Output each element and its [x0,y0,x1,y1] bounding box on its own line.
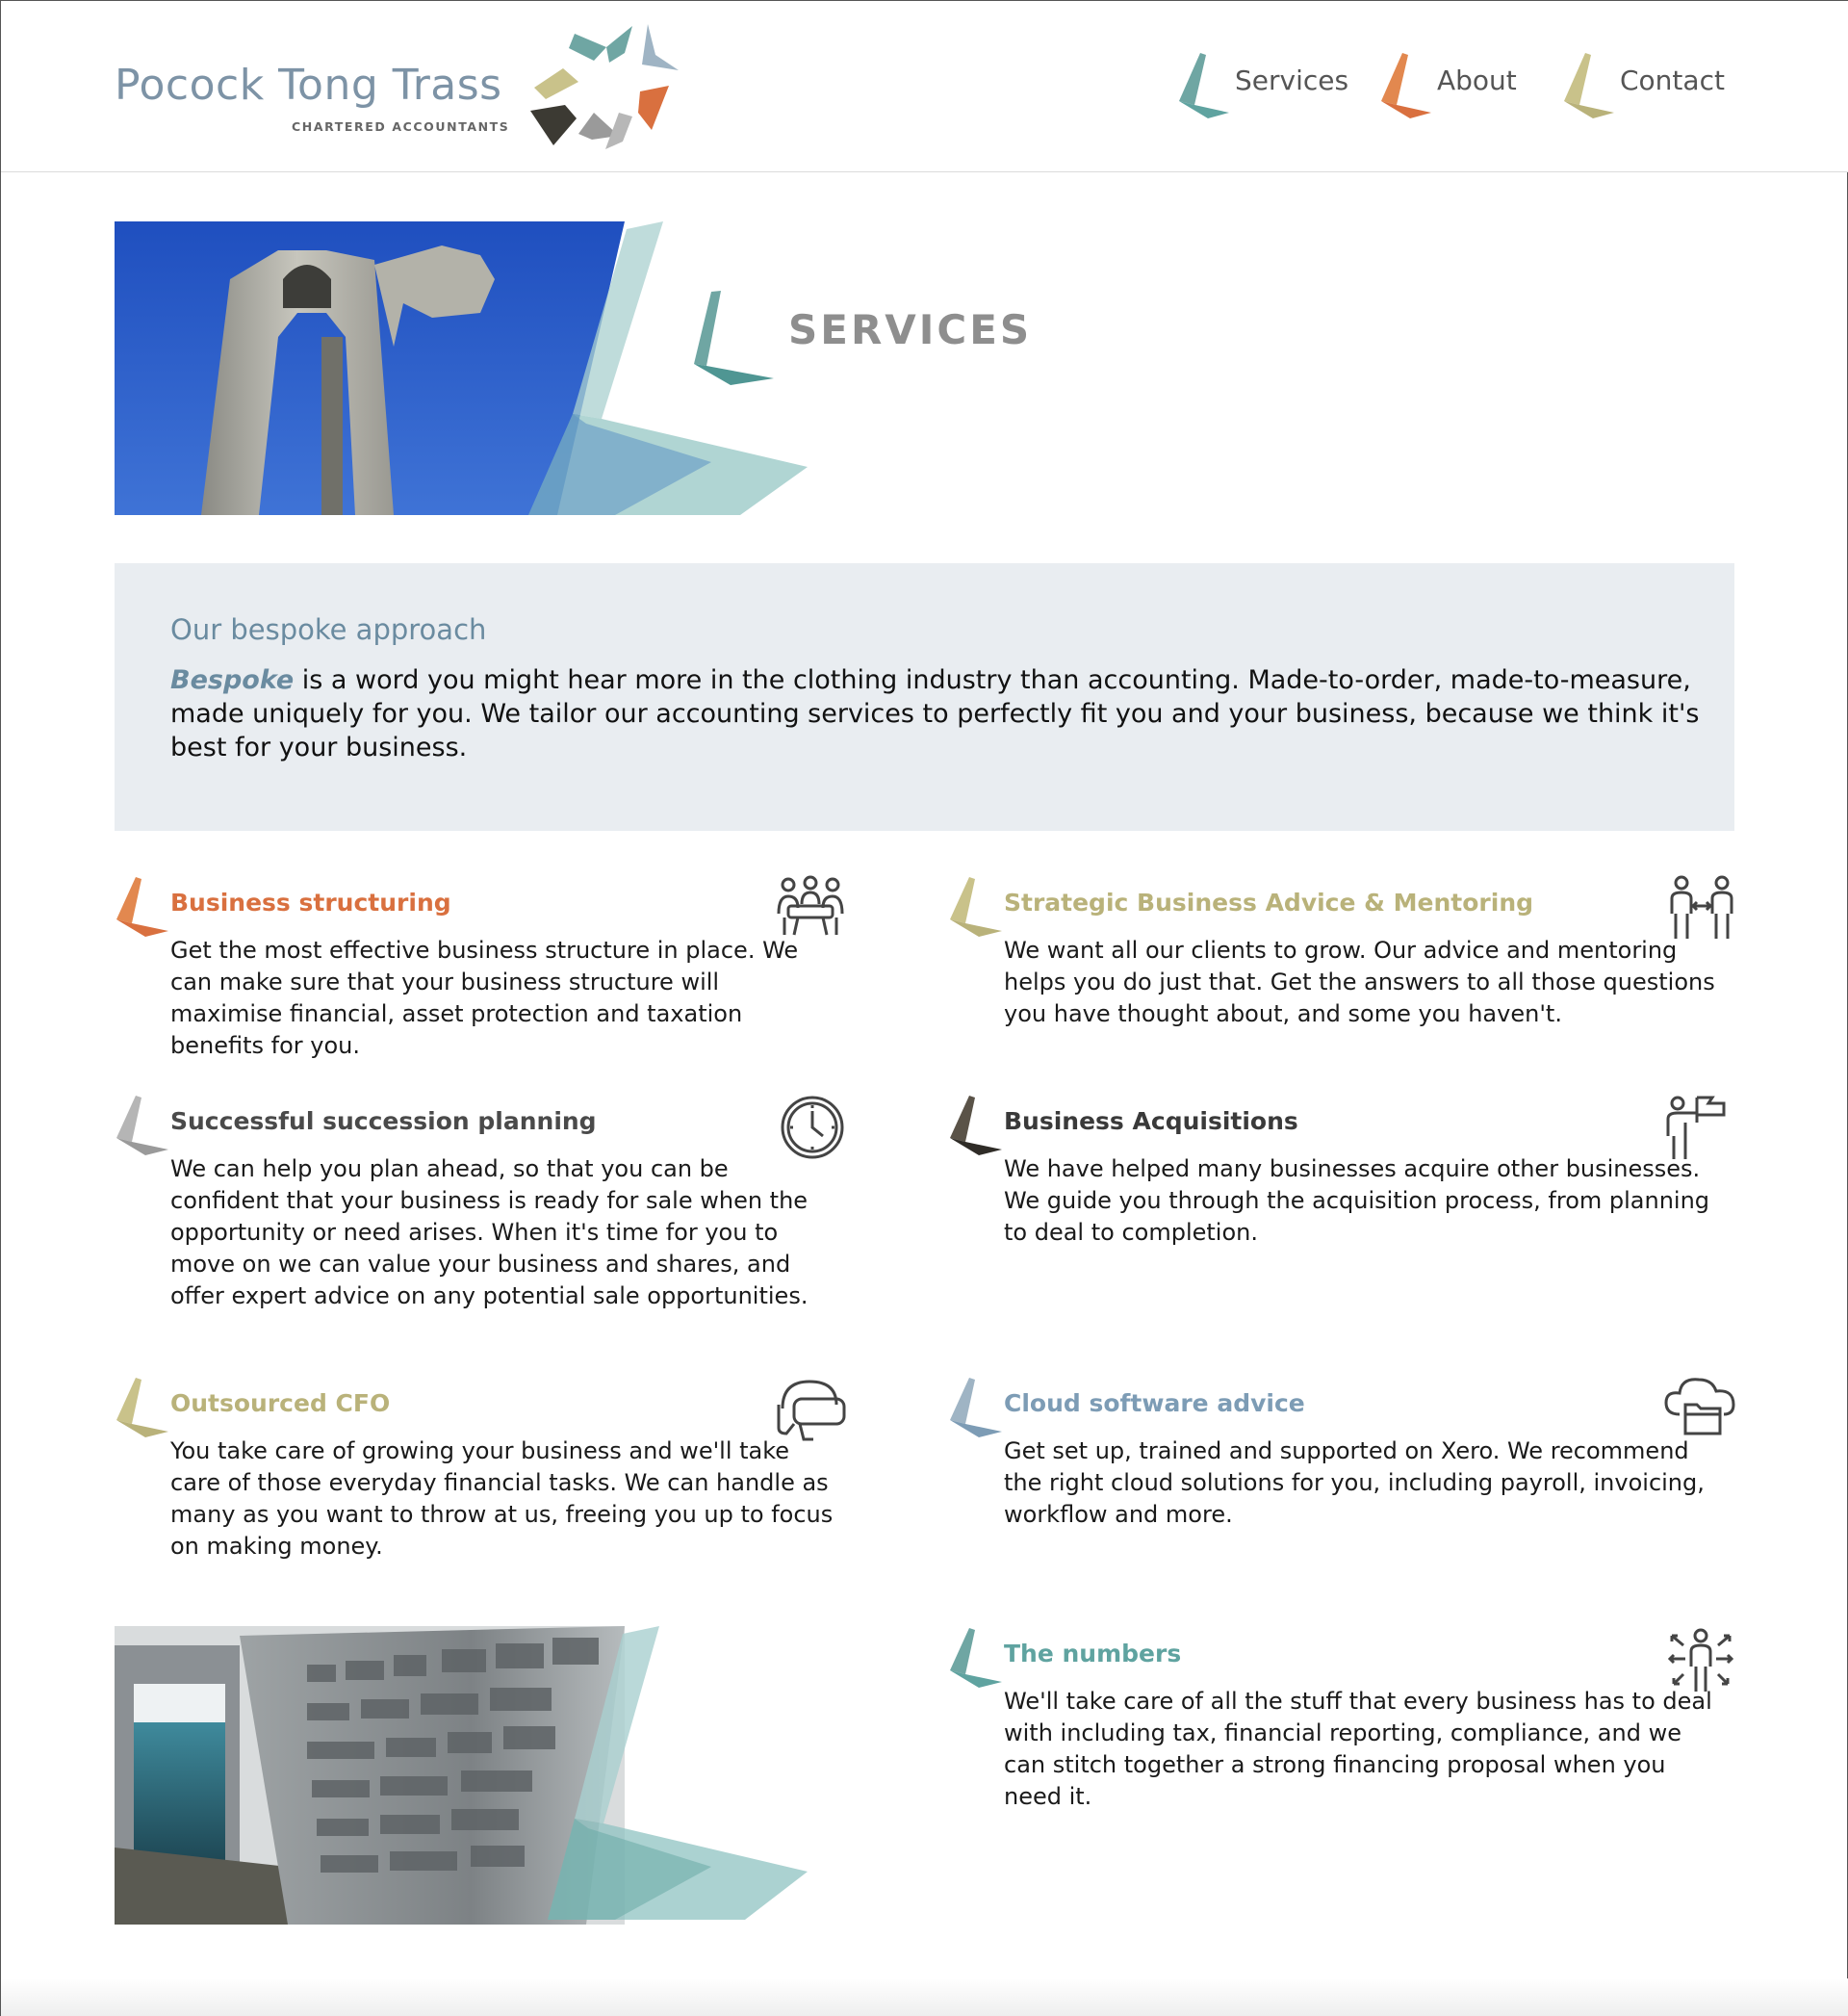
team-meeting-icon [775,875,846,941]
service-the-numbers [948,1626,1735,1809]
service-strategic-advice [948,875,1735,1039]
clock-icon [779,1094,846,1161]
service-title: Successful succession planning [170,1107,597,1135]
nav-contact[interactable] [1560,49,1743,122]
chevron-grey-icon [115,1094,170,1157]
person-flag-icon [1664,1094,1735,1161]
mentoring-exchange-icon [1668,875,1735,943]
nav-services-label: Services [1235,65,1349,96]
logo-name: Pocock Tong Trass [115,61,502,110]
service-description: We can help you plan ahead, so that you can be confident that your business is ready for sale when the opportunity or need arises. When it's time for you to move on we can value your business and shares, and offer expert advice on any potential sale opportunities. [170,1155,808,1309]
vr-headset-icon [775,1376,846,1445]
service-description: We want all our clients to grow. Our advice and mentoring helps you do just that. Get the answers to all those questions you have thought about, and some you haven't. [1004,937,1715,1027]
service-description: Get the most effective business structure in place. We can make sure that your business structure will maximise financial, asset protection and taxation benefits for you. [170,937,799,1059]
hero-monument-photo [115,221,1019,515]
main-nav [1175,49,1753,122]
intro-text [170,663,1701,764]
logo-subtitle: CHARTERED ACCOUNTANTS [292,119,510,134]
service-description: We'll take care of all the stuff that every business has to deal with including tax, financial reporting, compliance, and we can stitch together a strong financing proposal when you need it. [1004,1688,1712,1810]
service-title: The numbers [1004,1640,1182,1667]
chevron-olive-icon [1560,53,1616,120]
chevron-teal-icon [1175,53,1231,120]
chevron-teal-icon [948,1626,1004,1690]
footer-strip [1,1978,1848,2016]
service-title: Cloud software advice [1004,1389,1305,1417]
cloud-folder-icon [1664,1376,1735,1437]
hero-banner [115,221,1033,515]
service-description: Get set up, trained and supported on Xero. We recommend the right cloud solutions for you, including payroll, invoicing, workflow and more. [1004,1437,1705,1528]
chevron-olive-icon [115,1376,170,1439]
chevron-orange-icon [115,875,170,939]
logo-star-icon [525,22,688,157]
service-title: Strategic Business Advice & Mentoring [1004,889,1534,917]
intro-lead-word: Bespoke [170,665,295,695]
nav-contact-label: Contact [1620,65,1725,96]
person-arrows-icon [1666,1626,1735,1693]
chevron-olive-icon [948,875,1004,939]
intro-panel [115,563,1734,831]
nav-about[interactable] [1377,49,1531,122]
page-title: SERVICES [788,306,1033,353]
service-business-acquisitions [948,1094,1735,1257]
chevron-blue-icon [948,1376,1004,1439]
service-description: You take care of growing your business and we'll take care of those everyday financial tasks. We can handle as many as you want to throw at us, freeing you up to focus on making money. [170,1437,834,1560]
chevron-dark-icon [948,1094,1004,1157]
logo[interactable] [115,22,692,157]
nav-services[interactable] [1175,49,1348,122]
service-business-structuring [115,875,846,1059]
harbour-wall-photo [115,1626,808,1925]
chevron-orange-icon [1377,53,1433,120]
intro-heading: Our bespoke approach [170,613,487,646]
service-description: We have helped many businesses acquire other businesses. We guide you through the acquisition process, from planning to deal to completion. [1004,1155,1710,1246]
service-succession-planning [115,1094,846,1325]
service-outsourced-cfo [115,1376,846,1588]
nav-about-label: About [1437,65,1517,96]
service-cloud-software [948,1376,1735,1539]
site-header [1,1,1848,172]
service-title: Outsourced CFO [170,1389,391,1417]
service-title: Business structuring [170,889,451,917]
intro-body: is a word you might hear more in the clothing industry than accounting. Made-to-order, made-to-measure, made uniquely for you. We tailor our accounting services to perfectly fit you and your business, because we think it's best for your business. [170,665,1700,762]
service-title: Business Acquisitions [1004,1107,1298,1135]
